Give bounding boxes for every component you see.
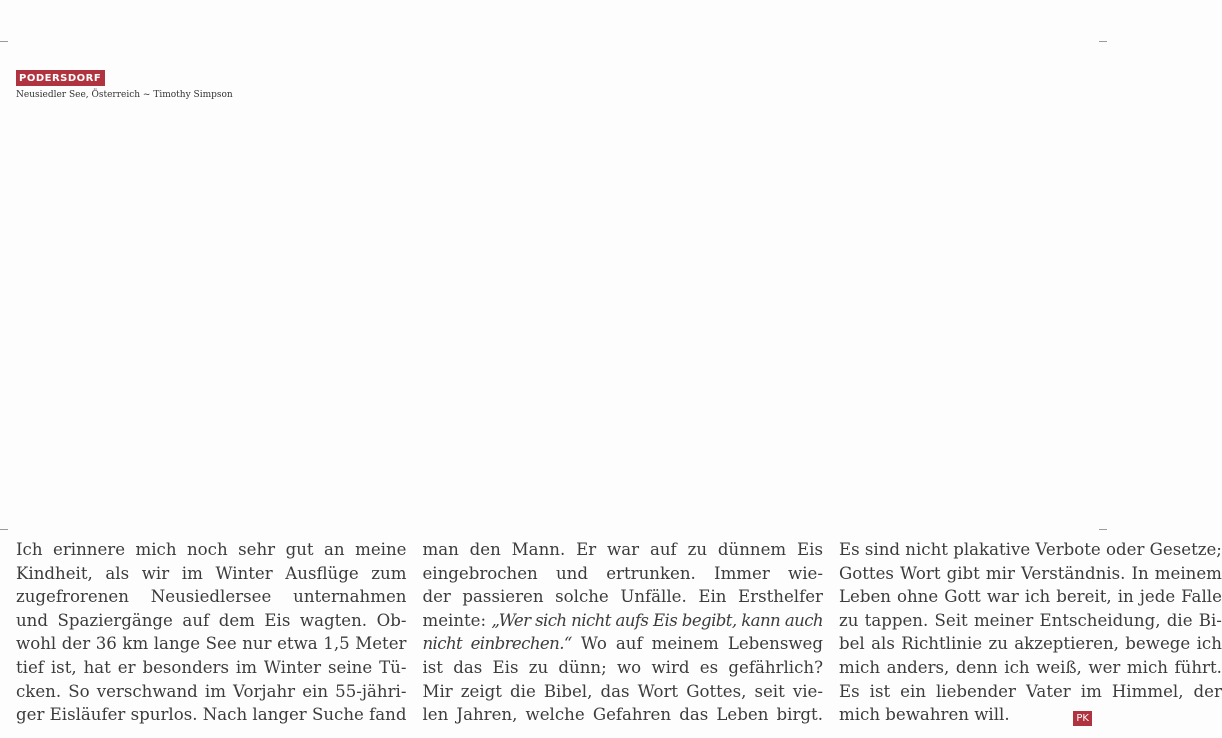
text-line <box>422 632 823 656</box>
text-line: zugefrorenen Neusiedlersee unternahmen <box>16 587 407 607</box>
text-line: Ich erinnere mich noch sehr gut an meine <box>16 540 407 559</box>
text-line: ger Eisläufer spurlos. Nach langer Suche fand <box>16 705 407 725</box>
text-line: bel als Richtlinie zu akzeptieren, bewege ich <box>838 634 1222 654</box>
article-body <box>16 538 1222 730</box>
article-column-3 <box>839 538 1222 730</box>
text-line: ist das Eis zu dünn; wo wird es gefährlich? <box>422 657 823 677</box>
text-line: cken. So verschwand im Vorjahr ein 55-jähri- <box>16 681 407 701</box>
text-segment: Wo auf meinem Lebensweg <box>571 634 823 654</box>
article-column-2 <box>422 538 823 730</box>
crop-mark-middle-right <box>1099 529 1107 530</box>
text-line: zu tappen. Seit meiner Entscheidung, die Bi- <box>838 610 1222 630</box>
text-line: mich bewahren will. <box>838 705 1010 725</box>
text-line: und Spaziergänge auf dem Eis wagten. Ob- <box>16 610 407 630</box>
text-line: len Jahren, welche Gefahren das Leben birgt. <box>422 705 823 725</box>
text-line: der passieren solche Unfälle. Ein Ersthelfer <box>422 587 823 607</box>
quote-text: „Wer sich nicht aufs Eis begibt, kann auch <box>491 610 823 630</box>
text-line: Leben ohne Gott war ich bereit, in jede Falle <box>838 587 1222 607</box>
article-column-1 <box>16 538 406 730</box>
text-line: Mir zeigt die Bibel, das Wort Gottes, seit vie- <box>422 681 823 701</box>
text-line: Kindheit, als wir im Winter Ausflüge zum <box>16 563 407 583</box>
photo-area <box>0 110 1107 520</box>
location-tag: PODERSDORF <box>16 70 105 86</box>
text-line: Es sind nicht plakative Verbote oder Gesetze; <box>838 540 1222 559</box>
crop-mark-top-right <box>1099 41 1107 42</box>
quote-text: nicht einbrechen.“ <box>422 634 572 654</box>
text-line: Gottes Wort gibt mir Verständnis. In meinem <box>838 563 1222 583</box>
text-segment: meinte: <box>422 610 492 630</box>
crop-mark-top-left <box>0 41 8 42</box>
text-line: Es ist ein liebender Vater im Himmel, der <box>838 681 1222 701</box>
author-initials-badge: PK <box>1073 711 1092 726</box>
text-line: man den Mann. Er war auf zu dünnem Eis <box>422 540 823 559</box>
text-line: mich anders, denn ich weiß, wer mich führt. <box>838 657 1222 677</box>
text-line <box>422 609 823 633</box>
text-line: wohl der 36 km lange See nur etwa 1,5 Meter <box>16 634 407 654</box>
crop-mark-middle-left <box>0 529 8 530</box>
text-line: tief ist, hat er besonders im Winter seine Tü- <box>16 657 407 677</box>
photo-caption: Neusiedler See, Österreich ~ Timothy Simpson <box>16 90 233 100</box>
text-line: eingebrochen und ertrunken. Immer wie- <box>422 563 823 583</box>
